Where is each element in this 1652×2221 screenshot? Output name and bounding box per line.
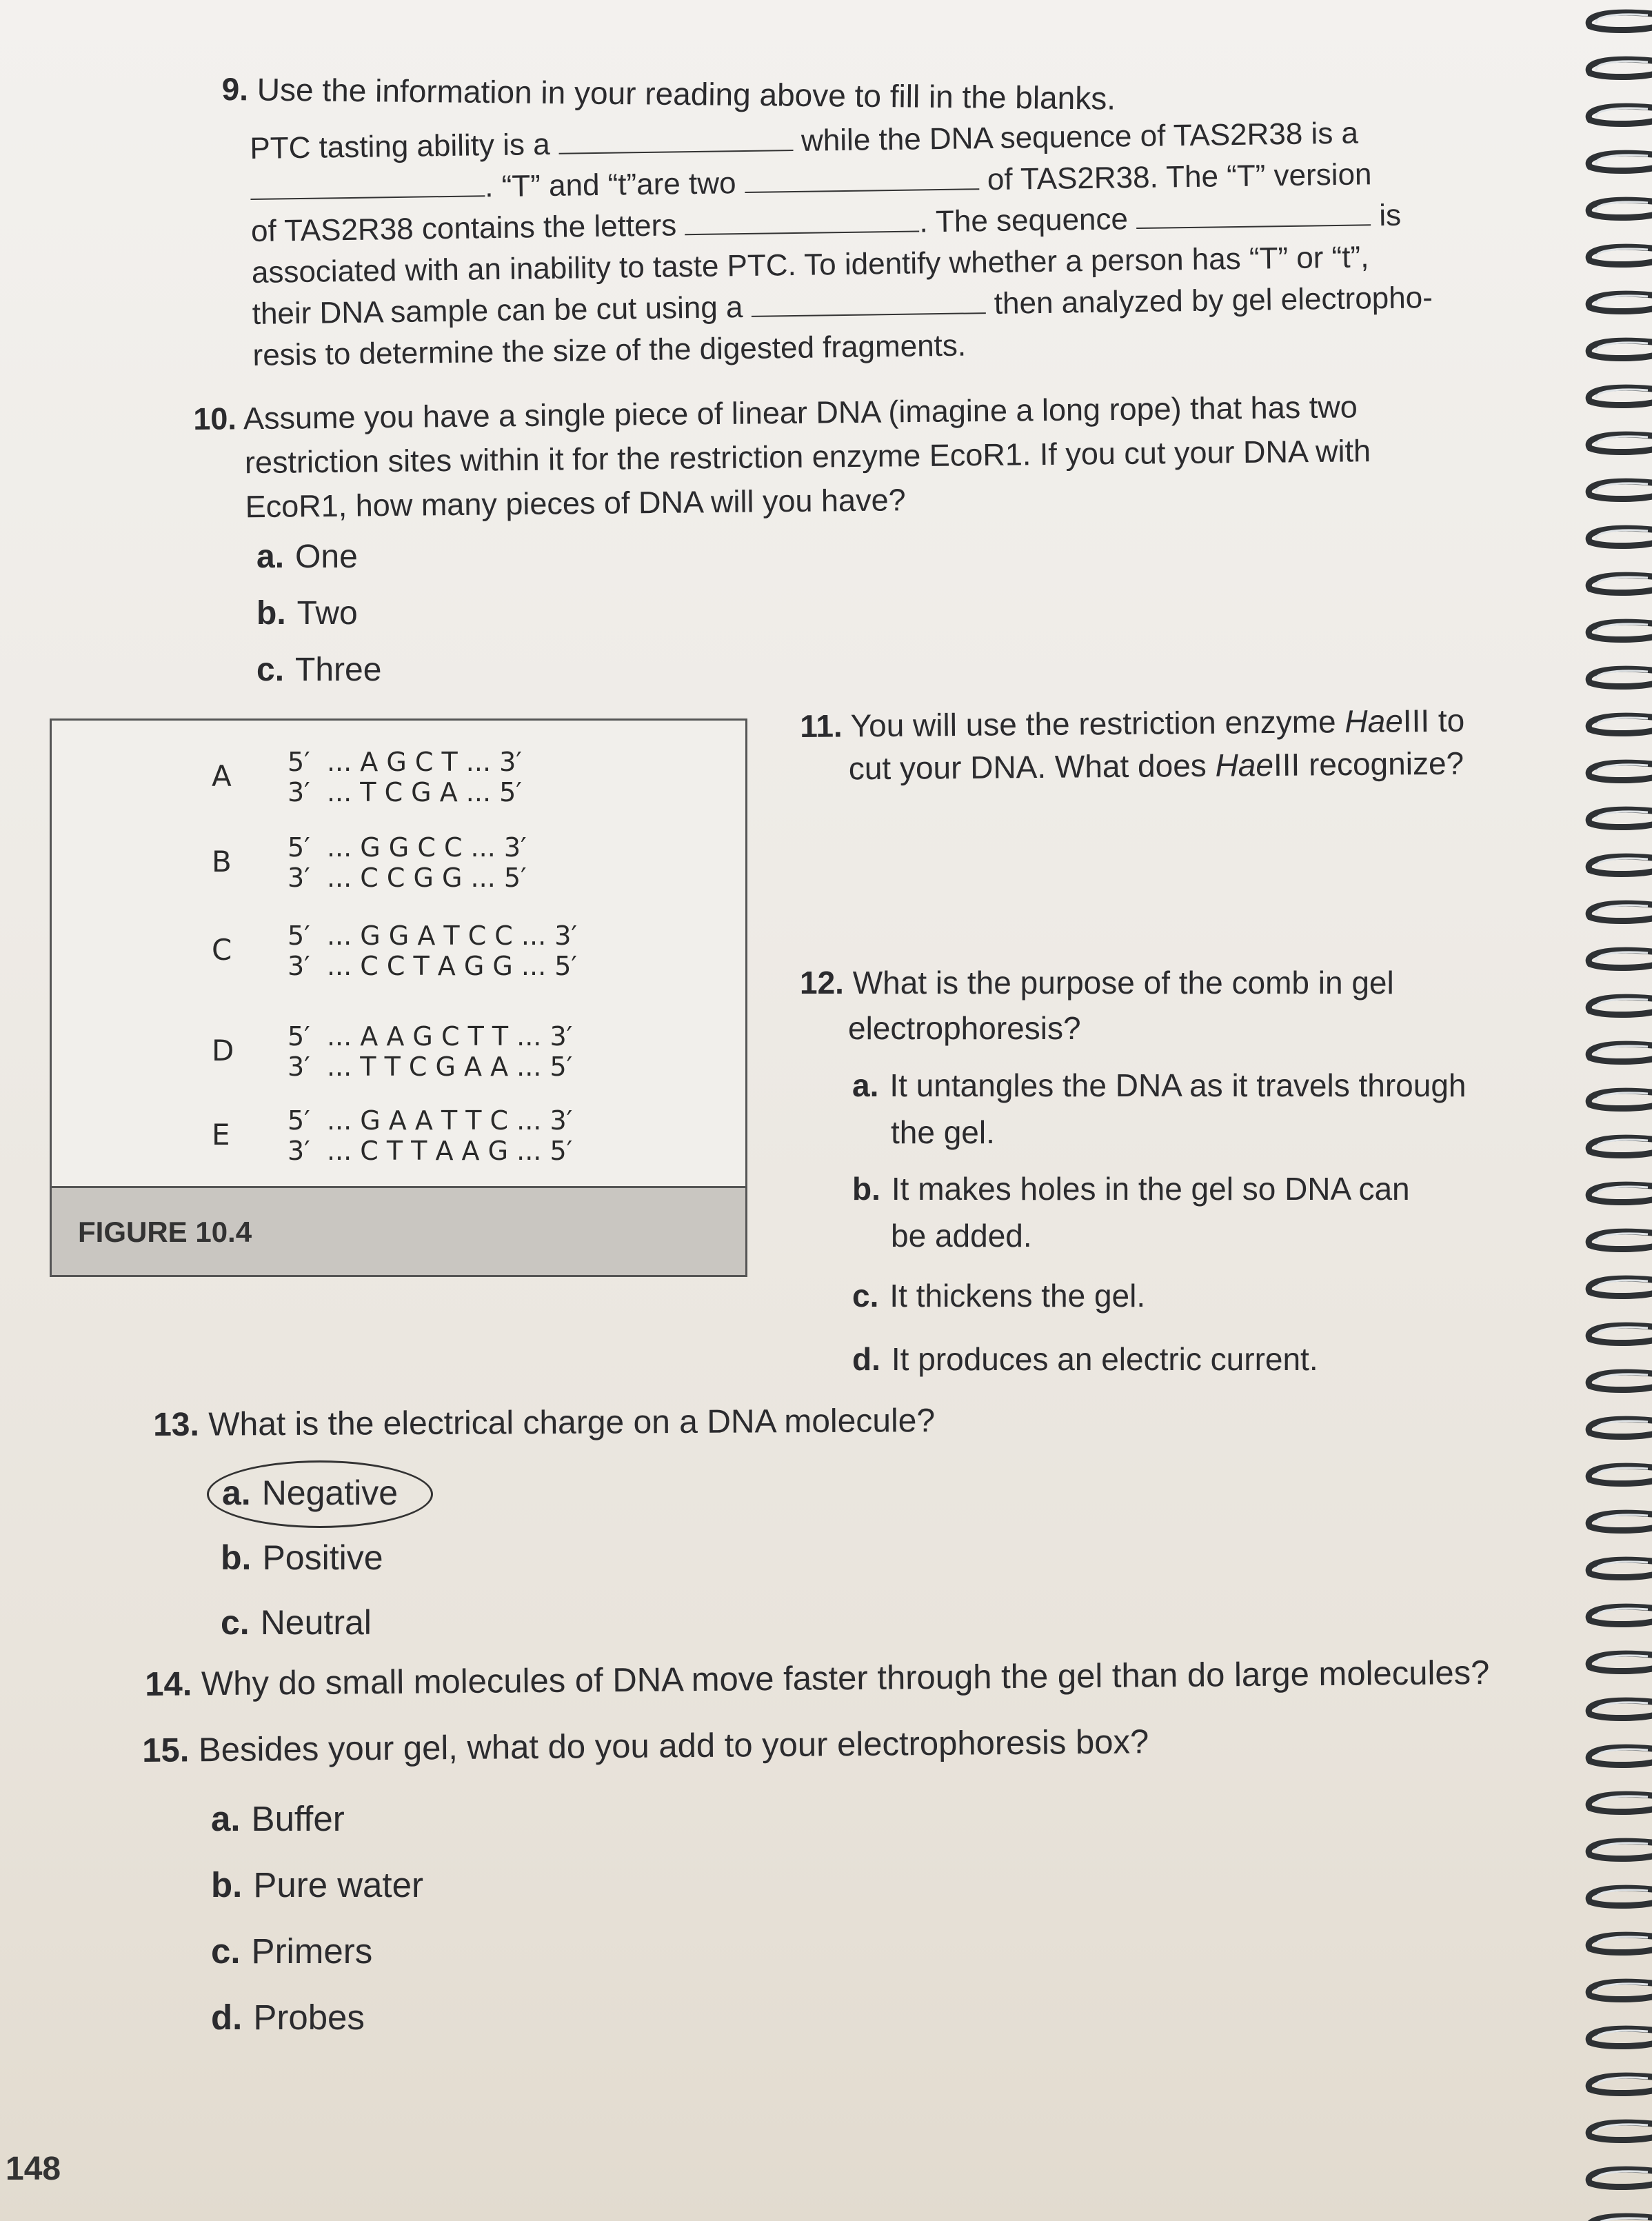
strand-bottom: 3′ ... T T C G A A ... 5′ <box>288 1052 573 1082</box>
question-number: 10. <box>193 401 237 436</box>
option-text: It makes holes in the gel so DNA can <box>891 1171 1410 1207</box>
text: What is the purpose of the comb in gel <box>852 965 1394 1001</box>
option-letter: c. <box>852 1278 879 1314</box>
question-15 <box>142 1720 1149 1773</box>
option-letter: d. <box>211 1998 243 2037</box>
q12-option-a[interactable] <box>852 1062 1467 1156</box>
q15-option-c[interactable] <box>211 1931 372 1971</box>
text: cut your DNA. What does <box>848 747 1216 787</box>
spiral-coils <box>1589 12 1652 2221</box>
option-text: It untangles the DNA as it travels through <box>889 1067 1467 1103</box>
option-letter: c. <box>211 1931 241 1971</box>
figure-caption: FIGURE 10.4 <box>78 1216 252 1248</box>
option-text: Two <box>296 595 358 632</box>
q15-option-a[interactable] <box>211 1798 345 1839</box>
q10-option-b[interactable] <box>256 594 358 632</box>
q13-option-a[interactable] <box>222 1473 398 1513</box>
option-letter: a. <box>256 539 285 575</box>
sequence-label: A <box>212 759 232 793</box>
question-14 <box>145 1651 1490 1707</box>
strand-bottom: 3′ ... C C T A G G ... 5′ <box>288 951 578 981</box>
blank-input[interactable] <box>744 163 978 193</box>
strand-top: 5′ ... A A G C T T ... 3′ <box>288 1021 573 1052</box>
strand-top: 5′ ... G A A T T C ... 3′ <box>288 1105 573 1136</box>
option-letter: a. <box>852 1067 879 1103</box>
option-text: Neutral <box>260 1603 372 1642</box>
option-text: Three <box>295 652 382 688</box>
option-text: Negative <box>261 1474 399 1512</box>
question-9-fill-in <box>250 112 1439 376</box>
enzyme-name: Hae <box>1344 703 1403 740</box>
text: to <box>1429 702 1465 739</box>
option-letter: c. <box>256 652 285 688</box>
enzyme-numeral: III <box>1402 703 1430 739</box>
text: . The sequence <box>919 202 1129 239</box>
sequence-label: E <box>212 1118 230 1152</box>
option-letter: b. <box>211 1865 243 1905</box>
q12-option-b[interactable] <box>852 1165 1410 1259</box>
q10-option-a[interactable] <box>256 538 358 576</box>
fill-line: resis to determine the size of the digested fragments. <box>252 328 967 372</box>
strand-top: 5′ ... A G C T ... 3′ <box>288 747 522 777</box>
question-number: 14. <box>145 1665 192 1703</box>
option-text: Buffer <box>251 1799 345 1838</box>
blank-input[interactable] <box>685 205 919 235</box>
fill-line: associated with an inability to taste PTC. To identify whether a person has “T” or “t”, <box>251 240 1369 290</box>
blank-input[interactable] <box>558 125 793 154</box>
question-prompt: Besides your gel, what do you add to your electrophoresis box? <box>198 1723 1149 1769</box>
option-letter: d. <box>852 1341 880 1377</box>
text: of TAS2R38 contains the letters <box>250 208 677 248</box>
page-number: 148 <box>6 2151 61 2187</box>
question-number: 13. <box>153 1406 200 1443</box>
option-letter: b. <box>221 1538 252 1577</box>
strand-bottom: 3′ ... C C G G ... 5′ <box>288 863 527 893</box>
text: . “T” and “t”are two <box>484 166 736 204</box>
text: Assume you have a single piece of linear DNA (imagine a long rope) that has two <box>243 389 1358 436</box>
question-line <box>800 699 1465 747</box>
q15-option-d[interactable] <box>211 1997 365 2038</box>
question-11 <box>800 699 1465 790</box>
question-12 <box>800 960 1394 1051</box>
option-text: Primers <box>251 1931 373 1971</box>
option-letter: c. <box>221 1603 250 1642</box>
strand-bottom: 3′ ... T C G A ... 5′ <box>288 777 522 807</box>
strand-top: 5′ ... G G C C ... 3′ <box>288 832 527 863</box>
text: then analyzed by gel electropho- <box>994 281 1433 321</box>
text: recognize? <box>1300 745 1464 783</box>
option-letter: b. <box>256 595 286 632</box>
q10-option-c[interactable] <box>256 651 381 689</box>
question-10 <box>193 384 1449 530</box>
question-number: 15. <box>142 1731 190 1769</box>
question-line: EcoR1, how many pieces of DNA will you have? <box>245 482 906 525</box>
q13-option-c[interactable] <box>221 1602 372 1642</box>
q13-option-b[interactable] <box>221 1538 383 1578</box>
option-text: Positive <box>262 1538 383 1577</box>
question-number: 9. <box>221 70 249 108</box>
question-prompt: Use the information in your reading above to fill in the blanks. <box>256 71 1116 117</box>
option-letter: a. <box>211 1799 241 1838</box>
option-text: One <box>295 539 358 575</box>
option-text: It thickens the gel. <box>889 1278 1146 1314</box>
text: their DNA sample can be cut using a <box>252 290 743 331</box>
blank-input[interactable] <box>751 288 985 317</box>
question-number: 12. <box>800 965 844 1001</box>
q15-option-b[interactable] <box>211 1865 423 1905</box>
question-line: restriction sites within it for the restriction enzyme EcoR1. If you cut your DNA with <box>244 433 1371 481</box>
question-prompt: Why do small molecules of DNA move faster through the gel than do large molecules? <box>201 1654 1490 1703</box>
question-line: electrophoresis? <box>848 1010 1081 1046</box>
q12-option-d[interactable] <box>852 1340 1318 1378</box>
sequence-label: B <box>212 845 232 878</box>
option-text: Probes <box>253 1998 365 2037</box>
option-text: It produces an electric current. <box>891 1341 1318 1377</box>
option-text: the gel. <box>891 1114 995 1150</box>
question-number: 11. <box>800 707 843 744</box>
question-line <box>800 960 1394 1005</box>
text: while the DNA sequence of TAS2R38 is a <box>800 116 1359 158</box>
question-9 <box>221 69 1116 119</box>
enzyme-numeral: III <box>1273 746 1300 783</box>
option-letter: a. <box>222 1474 251 1512</box>
sequence-label: D <box>212 1034 234 1067</box>
text: PTC tasting ability is a <box>250 127 550 165</box>
option-text: Pure water <box>253 1865 423 1905</box>
sequence-label: C <box>212 933 232 967</box>
enzyme-name: Hae <box>1215 747 1274 783</box>
strand-top: 5′ ... G G A T C C ... 3′ <box>288 921 578 951</box>
blank-input[interactable] <box>250 170 485 200</box>
q12-option-c[interactable] <box>852 1277 1145 1314</box>
question-13 <box>153 1400 935 1447</box>
text: You will use the restriction enzyme <box>850 703 1345 744</box>
spiral-binding <box>1562 0 1652 2221</box>
option-letter: b. <box>852 1171 880 1207</box>
blank-input[interactable] <box>1136 199 1371 229</box>
question-line <box>800 742 1466 790</box>
text: of TAS2R38. The “T” version <box>987 157 1372 197</box>
text: is <box>1378 198 1402 233</box>
figure-caption-bar <box>52 1186 745 1275</box>
question-prompt: What is the electrical charge on a DNA molecule? <box>208 1403 936 1443</box>
option-text: be added. <box>891 1218 1032 1254</box>
strand-bottom: 3′ ... C T T A A G ... 5′ <box>288 1136 573 1166</box>
figure-10-4 <box>50 718 747 1277</box>
